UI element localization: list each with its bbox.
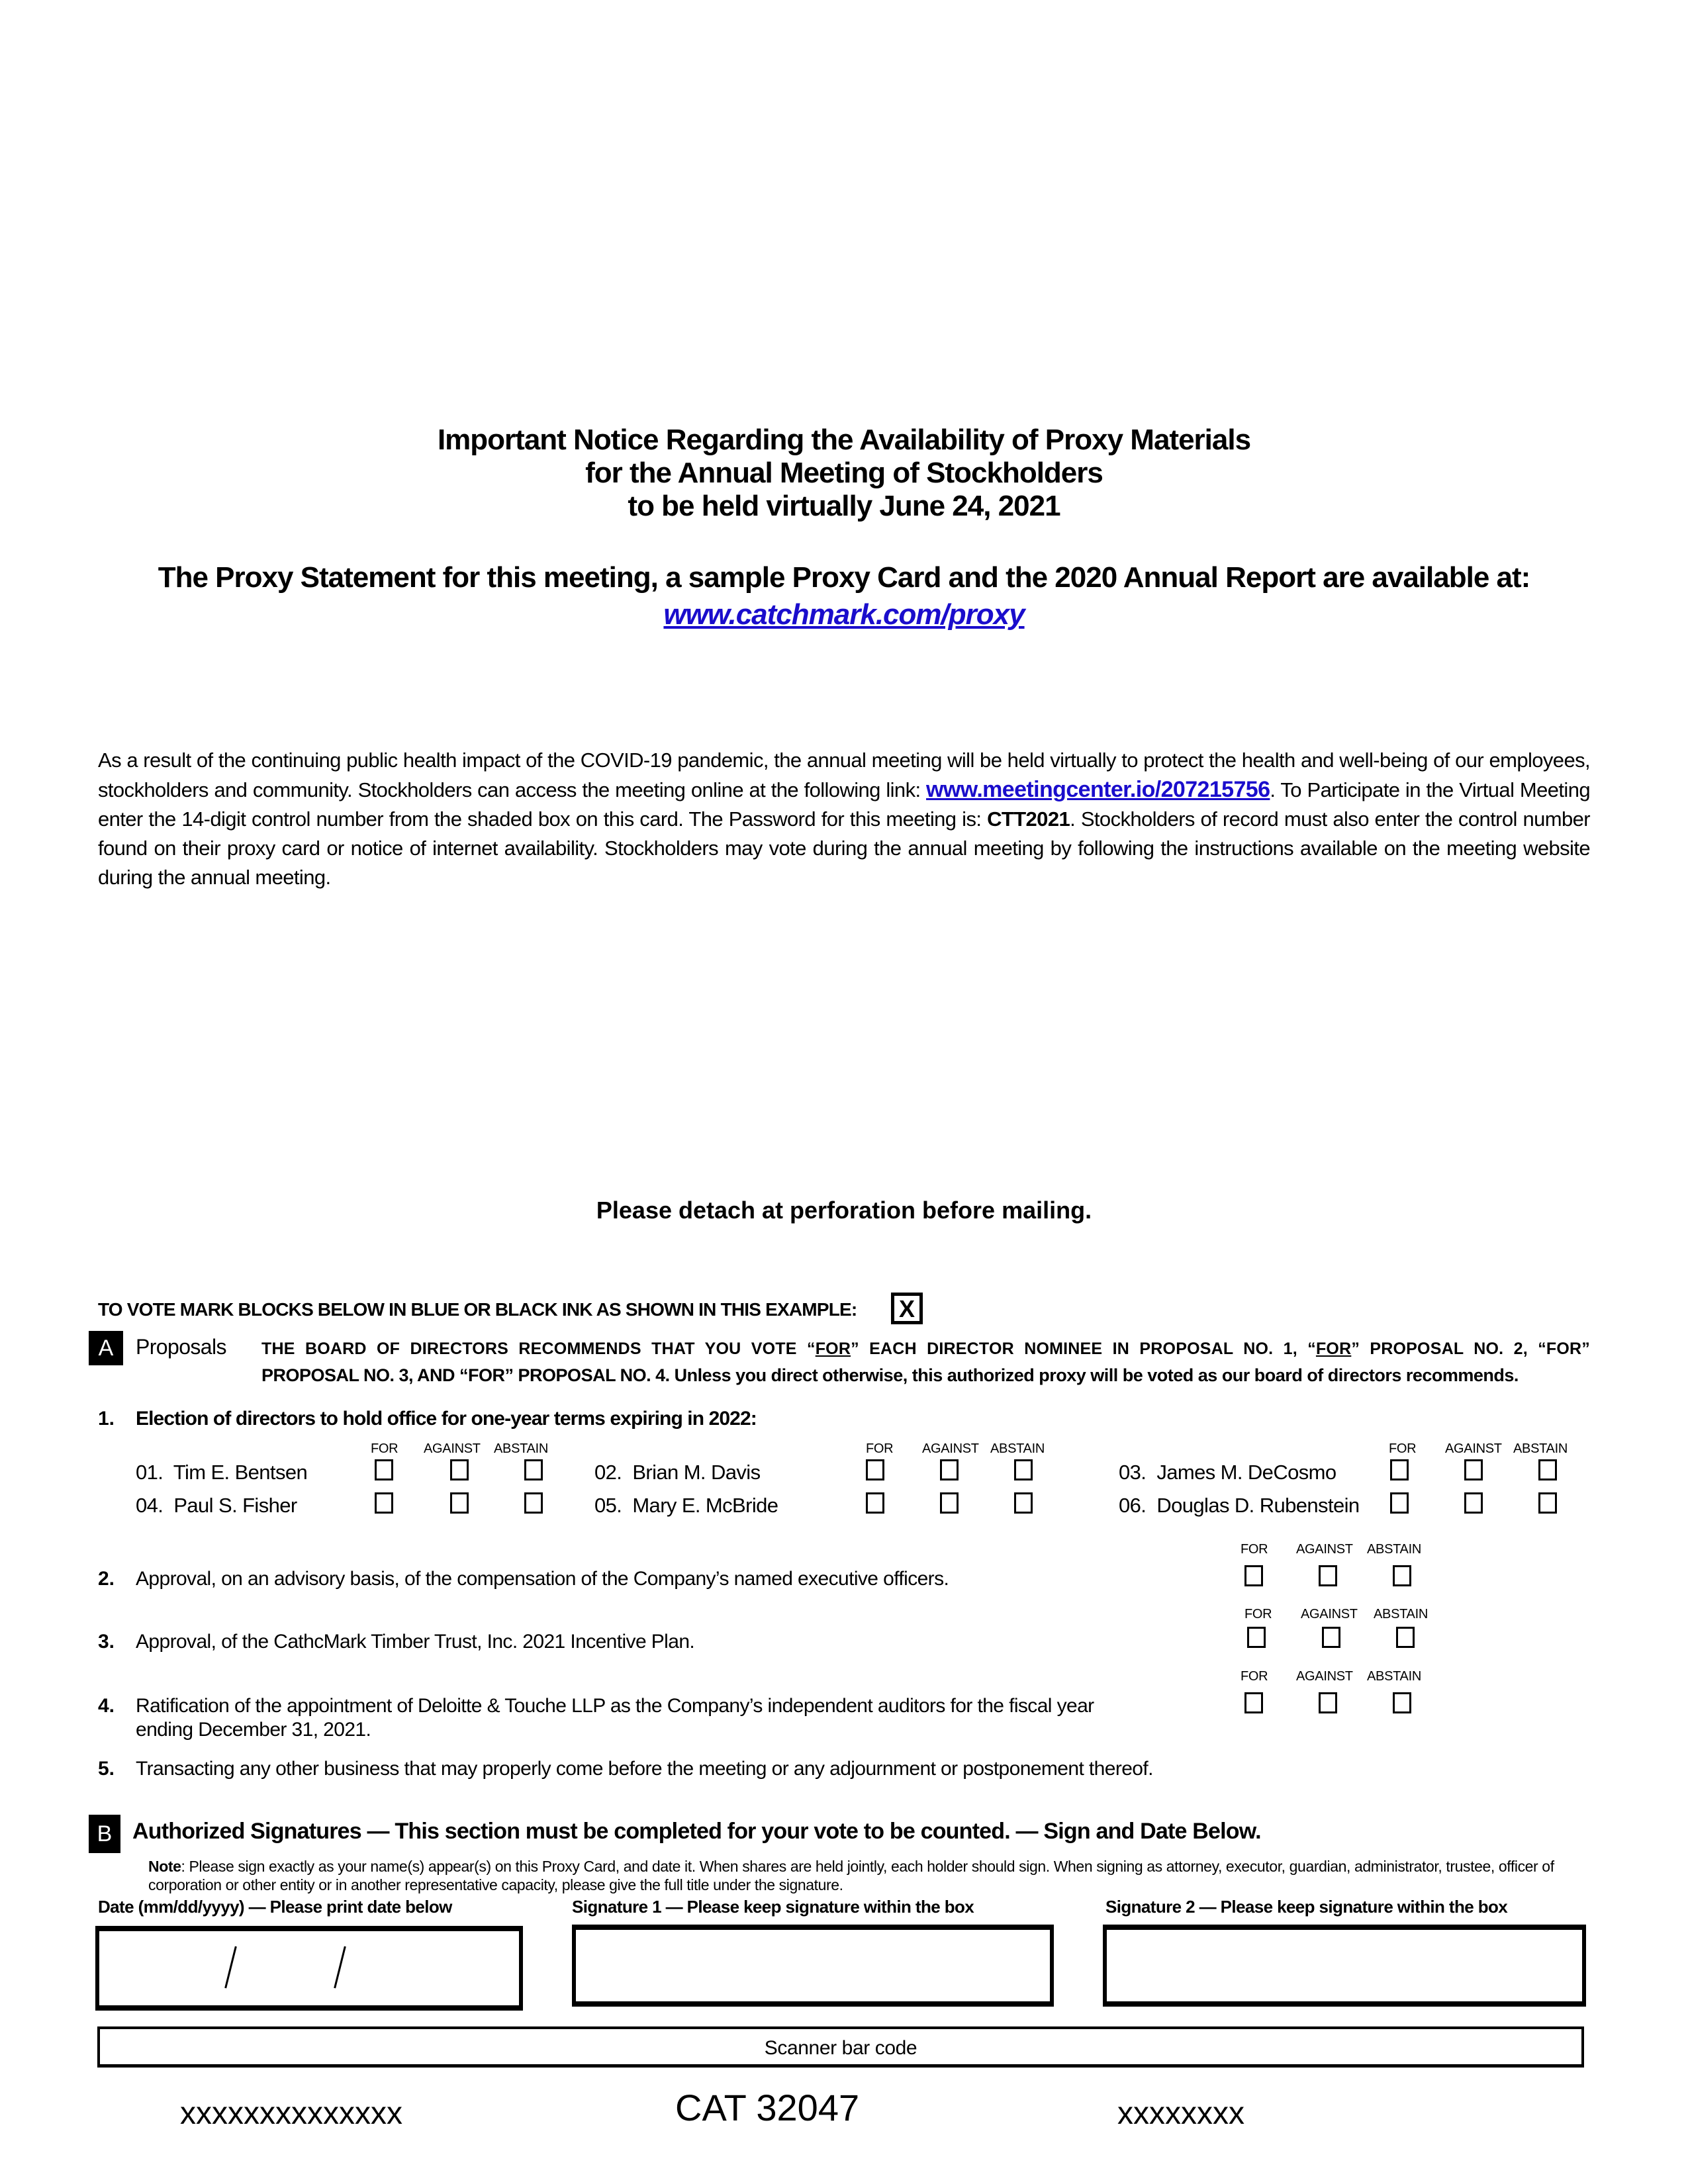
- nominee-col-abstain-2: ABSTAIN: [990, 1441, 1045, 1456]
- signature-1-box[interactable]: [572, 1925, 1054, 2007]
- nominee-number: 06.: [1119, 1494, 1147, 1517]
- signature-note: [148, 1857, 1591, 1894]
- proposal-1-number: 1.: [98, 1408, 115, 1430]
- board-recommendation: [261, 1336, 1590, 1388]
- nominee-06: [1119, 1494, 1360, 1518]
- footer-center-code: CAT 32047: [675, 2087, 860, 2128]
- proposal-2-col-against: AGAINST: [1296, 1542, 1353, 1557]
- nominee-04-for-checkbox[interactable]: [375, 1492, 393, 1514]
- nominee-02-for-checkbox[interactable]: [866, 1459, 884, 1480]
- rec-text-a: THE BOARD OF DIRECTORS RECOMMENDS THAT YOU VOTE “: [261, 1340, 816, 1358]
- nominee-06-for-checkbox[interactable]: [1390, 1492, 1409, 1514]
- proposal-2-number: 2.: [98, 1568, 115, 1590]
- proposal-4-col-against: AGAINST: [1296, 1669, 1353, 1684]
- nominee-name: James M. DeCosmo: [1156, 1461, 1336, 1484]
- nominee-col-against-2: AGAINST: [922, 1441, 979, 1456]
- date-label: Date (mm/dd/yyyy) — Please print date below: [98, 1897, 452, 1917]
- nominee-01-against-checkbox[interactable]: [450, 1459, 469, 1480]
- recommendation-line-2: [261, 1362, 1590, 1388]
- nominee-col-against-1: AGAINST: [424, 1441, 481, 1456]
- proposal-2-abstain-checkbox[interactable]: [1393, 1565, 1411, 1586]
- proposal-4-col-abstain: ABSTAIN: [1367, 1669, 1421, 1684]
- proposal-4-for-checkbox[interactable]: [1244, 1692, 1263, 1713]
- nominee-number: 03.: [1119, 1461, 1147, 1484]
- footer-left-code: xxxxxxxxxxxxxx: [180, 2096, 402, 2131]
- section-a-title: Proposals: [136, 1335, 226, 1359]
- proposal-4-number: 4.: [98, 1695, 115, 1717]
- proposal-2-text: Approval, on an advisory basis, of the compensation of the Company’s named executive officers.: [136, 1568, 949, 1590]
- nominee-col-against-3: AGAINST: [1445, 1441, 1502, 1456]
- signature-2-label: Signature 2 — Please keep signature within the box: [1105, 1897, 1508, 1917]
- nominee-col-abstain-3: ABSTAIN: [1513, 1441, 1568, 1456]
- footer-right-code: xxxxxxxx: [1117, 2096, 1244, 2131]
- nominee-02-against-checkbox[interactable]: [940, 1459, 959, 1480]
- signature-1-label: Signature 1 — Please keep signature within the box: [572, 1897, 974, 1917]
- nominee-col-for-1: FOR: [371, 1441, 399, 1456]
- proposal-2-against-checkbox[interactable]: [1319, 1565, 1337, 1586]
- nominee-number: 04.: [136, 1494, 164, 1517]
- nominee-03-for-checkbox[interactable]: [1390, 1459, 1409, 1480]
- detach-instruction: Please detach at perforation before mailing.: [596, 1197, 1092, 1224]
- meeting-center-link[interactable]: www.meetingcenter.io/207215756: [926, 777, 1270, 802]
- proposal-4-text-line-2: ending December 31, 2021.: [136, 1719, 371, 1741]
- proposal-3-text: Approval, of the CathcMark Timber Trust, Inc. 2021 Incentive Plan.: [136, 1631, 695, 1653]
- rec-for-underlined-1: FOR: [815, 1340, 851, 1358]
- nominee-04: [136, 1494, 297, 1518]
- catchmark-proxy-link[interactable]: www.catchmark.com/proxy: [663, 598, 1025, 631]
- proposal-2-for-checkbox[interactable]: [1244, 1565, 1263, 1586]
- covid-paragraph: [98, 746, 1590, 892]
- vote-instruction: TO VOTE MARK BLOCKS BELOW IN BLUE OR BLACK INK AS SHOWN IN THIS EXAMPLE:: [98, 1299, 857, 1320]
- proposal-4-abstain-checkbox[interactable]: [1393, 1692, 1411, 1713]
- proposal-3-for-checkbox[interactable]: [1247, 1627, 1266, 1648]
- nominee-05-abstain-checkbox[interactable]: [1014, 1492, 1033, 1514]
- rec-text-b: ” EACH DIRECTOR NOMINEE IN PROPOSAL NO. 1, “: [851, 1340, 1316, 1358]
- note-label: Note: [148, 1858, 181, 1875]
- covid-paragraph-part3: . Stockholders of record must also enter the control number found on their proxy card or notice of internet availability. Stockholders may vote during the annual meeting by following the instructions available on the meeting website during the annual meeting.: [98, 807, 1590, 889]
- nominee-03-abstain-checkbox[interactable]: [1538, 1459, 1557, 1480]
- section-b-title: Authorized Signatures — This section must be completed for your vote to be counted. — Sign and Date Below.: [132, 1819, 1261, 1844]
- proposal-3-abstain-checkbox[interactable]: [1396, 1627, 1415, 1648]
- nominee-05-for-checkbox[interactable]: [866, 1492, 884, 1514]
- nominee-name: Mary E. McBride: [632, 1494, 778, 1517]
- section-a-badge: A: [89, 1331, 123, 1365]
- date-separator-slash-1: [224, 1946, 237, 1989]
- proposal-3-against-checkbox[interactable]: [1322, 1627, 1340, 1648]
- nominee-05: [594, 1494, 778, 1518]
- nominee-02-abstain-checkbox[interactable]: [1014, 1459, 1033, 1480]
- nominee-col-abstain-1: ABSTAIN: [494, 1441, 548, 1456]
- meeting-password: CTT2021: [987, 807, 1070, 831]
- nominee-01-for-checkbox[interactable]: [375, 1459, 393, 1480]
- nominee-01: [136, 1461, 307, 1484]
- nominee-05-against-checkbox[interactable]: [940, 1492, 959, 1514]
- proposal-2-col-abstain: ABSTAIN: [1367, 1542, 1421, 1557]
- nominee-number: 01.: [136, 1461, 164, 1484]
- covid-paragraph-part1: As a result of the continuing public health impact of the COVID-19 pandemic, the annual meeting will be held virtually to protect the health and well-being of our employees, stockholders and community. Stockholders can access the meeting online at the following link:: [98, 749, 1590, 801]
- proposal-3-number: 3.: [98, 1631, 115, 1653]
- proposal-5-text: Transacting any other business that may properly come before the meeting or any adjournment or postponement thereof.: [136, 1758, 1153, 1780]
- proposal-4-against-checkbox[interactable]: [1319, 1692, 1337, 1713]
- covid-paragraph-part2: . To Participate in the Virtual Meeting enter the 14-digit control number from the shaded box on this card. The Password for this meeting is:: [98, 778, 1590, 831]
- proposal-4-text-line-1: Ratification of the appointment of Deloitte & Touche LLP as the Company’s independent auditors for the fiscal year: [136, 1695, 1094, 1717]
- nominee-col-for-3: FOR: [1389, 1441, 1417, 1456]
- rec-text-e: Unless you direct otherwise, this authorized proxy will be voted as our board of directors recommends.: [669, 1365, 1519, 1385]
- recommendation-line-1: [261, 1336, 1590, 1362]
- notice-header: [0, 424, 1688, 523]
- proposal-2-col-for: FOR: [1241, 1542, 1268, 1557]
- rec-text-d: PROPOSAL NO. 3, AND “FOR” PROPOSAL NO. 4.: [261, 1365, 670, 1385]
- nominee-04-abstain-checkbox[interactable]: [524, 1492, 543, 1514]
- nominee-number: 05.: [594, 1494, 622, 1517]
- nominee-name: Brian M. Davis: [632, 1461, 761, 1484]
- proposal-3-col-against: AGAINST: [1301, 1607, 1358, 1621]
- notice-header-line-2: for the Annual Meeting of Stockholders: [585, 457, 1103, 489]
- nominee-03: [1119, 1461, 1336, 1484]
- section-b-badge: B: [89, 1815, 120, 1853]
- proposal-1-text: Election of directors to hold office for one-year terms expiring in 2022:: [136, 1408, 757, 1430]
- nominee-03-against-checkbox[interactable]: [1464, 1459, 1483, 1480]
- date-input-box[interactable]: [95, 1926, 523, 2011]
- signature-2-box[interactable]: [1103, 1925, 1586, 2007]
- nominee-06-abstain-checkbox[interactable]: [1538, 1492, 1557, 1514]
- notice-header-line-1: Important Notice Regarding the Availability of Proxy Materials: [437, 424, 1251, 456]
- nominee-name: Paul S. Fisher: [173, 1494, 297, 1517]
- nominee-04-against-checkbox[interactable]: [450, 1492, 469, 1514]
- nominee-number: 02.: [594, 1461, 622, 1484]
- proposal-3-col-for: FOR: [1244, 1607, 1272, 1621]
- scanner-bar-code-box: Scanner bar code: [97, 2026, 1584, 2068]
- proposal-5-number: 5.: [98, 1758, 115, 1780]
- rec-for-underlined-2: FOR: [1315, 1340, 1352, 1358]
- example-mark-box: X: [891, 1293, 923, 1324]
- nominee-06-against-checkbox[interactable]: [1464, 1492, 1483, 1514]
- note-text: : Please sign exactly as your name(s) appear(s) on this Proxy Card, and date it. When shares are held jointly, each holder should sign. When signing as attorney, executor, guardian, administrator, trustee, officer of corporation or other entity or in another representative capacity, please give the full title under the signature.: [148, 1858, 1554, 1893]
- proposal-3-col-abstain: ABSTAIN: [1374, 1607, 1428, 1621]
- nominee-col-for-2: FOR: [866, 1441, 894, 1456]
- nominee-name: Tim E. Bentsen: [173, 1461, 308, 1484]
- date-separator-slash-2: [334, 1946, 346, 1989]
- notice-header-line-3: to be held virtually June 24, 2021: [628, 490, 1060, 522]
- nominee-01-abstain-checkbox[interactable]: [524, 1459, 543, 1480]
- proposal-4-col-for: FOR: [1241, 1669, 1268, 1684]
- nominee-name: Douglas D. Rubenstein: [1156, 1494, 1360, 1517]
- rec-text-c: ” PROPOSAL NO. 2, “FOR”: [1351, 1340, 1590, 1358]
- nominee-02: [594, 1461, 760, 1484]
- availability-link-row: [0, 598, 1688, 631]
- availability-statement: The Proxy Statement for this meeting, a sample Proxy Card and the 2020 Annual Report are available at:: [158, 561, 1530, 594]
